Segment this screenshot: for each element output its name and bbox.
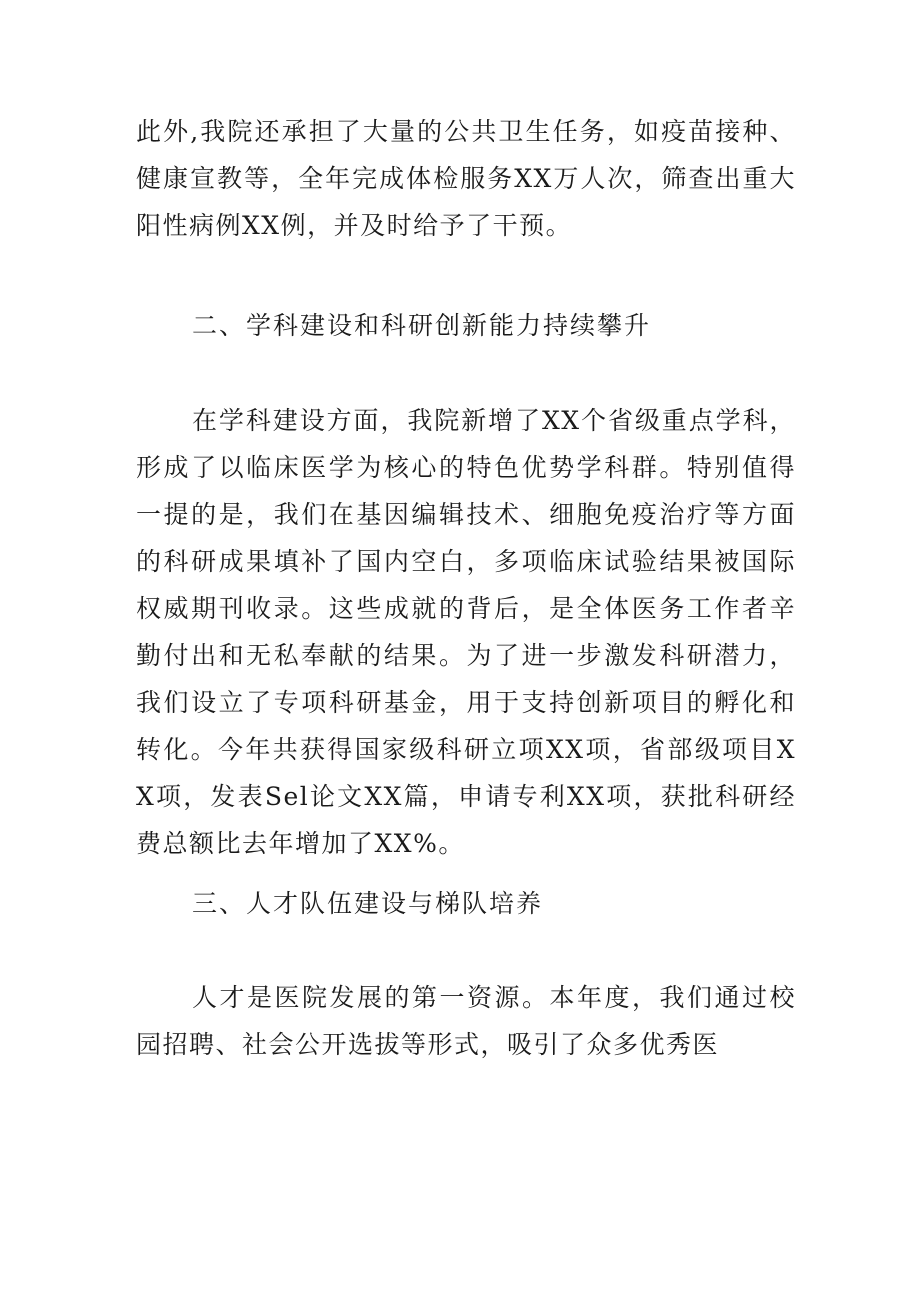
section-heading-discipline-research: 二、学科建设和科研创新能力持续攀升	[192, 311, 652, 340]
paragraph-discipline-research: 在学科建设方面，我院新增了XX个省级重点学科，形成了以临床医学为核心的特色优势学科群。特别值得一提的是，我们在基因编辑技术、细胞免疫治疗等方面的科研成果填补了国内空白，多项临床试验结果被国际权威期刊收录。这些成就的背后，是全体医务工作者辛勤付出和无私奉献的结果。为了进一步激发科研潜力，我们设立了专项科研基金，用于支持创新项目的孵化和转化。今年共获得国家级科研立项XX项，省部级项目XX项，发表Sel论文XX篇，申请专利XX项，获批科研经费总额比去年增加了XX%。	[136, 406, 796, 858]
paragraph-public-health: 此外,我院还承担了大量的公共卫生任务，如疫苗接种、健康宣教等，全年完成体检服务XX万人次，筛查出重大阳性病例XX例，并及时给予了干预。	[136, 117, 796, 240]
section-heading-talent: 三、人才队伍建设与梯队培养	[192, 889, 544, 918]
paragraph-talent: 人才是医院发展的第一资源。本年度，我们通过校园招聘、社会公开选拔等形式，吸引了众多优秀医	[136, 983, 796, 1059]
